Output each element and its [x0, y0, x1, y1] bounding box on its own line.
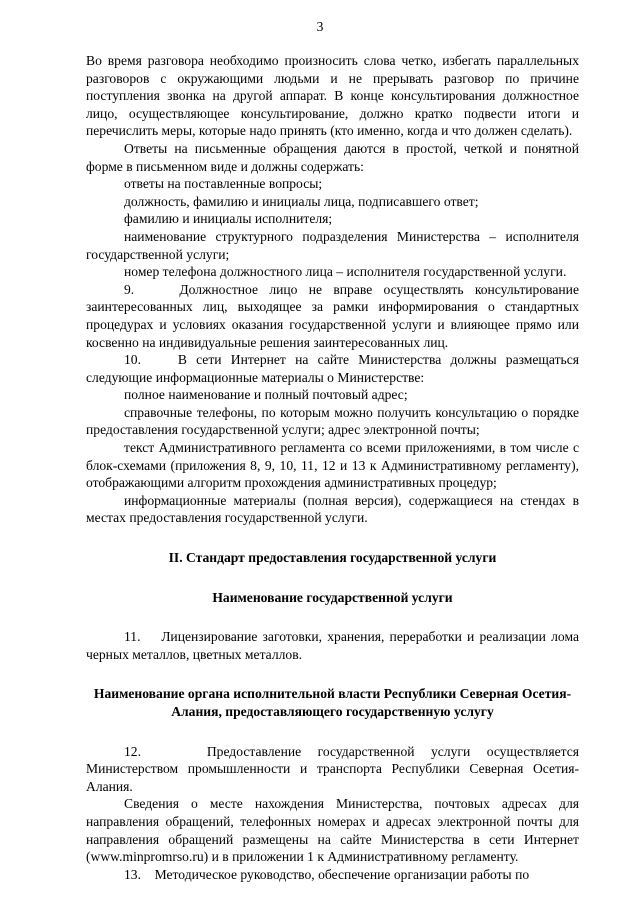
- section-heading: II. Стандарт предоставления государственной услуги: [168, 550, 497, 566]
- paragraph-contacts: Сведения о месте нахождения Министерства, почтовых адресах для направления обращений, телефонных номерах и адресах электронной почты для направления обращений размещены на сайте Министерства в сети Интернет (www.minpromrso.ru) и в приложении 1 к Административному регламенту.: [86, 796, 579, 865]
- subheading-service-name: Наименование государственной услуги: [212, 589, 453, 605]
- paragraph-13: 13. Методическое руководство, обеспечение организации работы по: [124, 866, 530, 882]
- list-item: справочные телефоны, по которым можно получить консультацию о порядке предоставления государственной услуги; адрес электронной почты;: [86, 404, 579, 438]
- page-number: 3: [316, 19, 324, 34]
- subheading-authority: Наименование органа исполнительной власти Республики Северная Осетия-Алания, предоставляющего государственную услугу: [93, 686, 572, 719]
- list-item: полное наименование и полный почтовый адрес;: [124, 387, 408, 403]
- paragraph-11: 11. Лицензирование заготовки, хранения, переработки и реализации лома черных металлов, цветных металлов.: [86, 629, 579, 662]
- list-item: наименование структурного подразделения Министерства – исполнителя государственной услуги;: [86, 228, 579, 262]
- paragraph-10: 10. В сети Интернет на сайте Министерства должны размещаться следующие информационные материалы о Министерстве:: [86, 352, 579, 385]
- paragraph-9: 9. Должностное лицо не вправе осуществлять консультирование заинтересованных лиц, выходящее за рамки информирования о стандартных процедурах и условиях оказания государственной услуги и влияющее прямо или косвенно на индивидуальные решения заинтересованных лиц.: [86, 281, 579, 350]
- list-item: информационные материалы (полная версия), содержащиеся на стендах в местах предоставления государственной услуги.: [86, 492, 579, 526]
- paragraph-12: 12. Предоставление государственной услуги осуществляется Министерством промышленности и транспорта Республики Северная Осетия-Алания.: [86, 743, 579, 794]
- paragraph-written-replies: Ответы на письменные обращения даются в простой, четкой и понятной форме в письменном виде и должны содержать:: [86, 140, 579, 174]
- paragraph-call-etiquette: Во время разговора необходимо произносить слова четко, избегать параллельных разговоров с окружающими людьми и не прерывать разговор по причине поступления звонка на другой аппарат. В конце консультирования должностное лицо, осуществляющее консультирование, должно кратко подвести итоги и перечислить меры, которые надо принять (кто именно, когда и что должен сделать).: [86, 53, 579, 139]
- list-item: текст Административного регламента со всеми приложениями, в том числе с блок-схемами (приложения 8, 9, 10, 11, 12 и 13 к Административному регламенту), отображающими алгоритм прохождения административных процедур;: [86, 440, 579, 491]
- list-item: номер телефона должностного лица – исполнителя государственной услуги.: [124, 264, 567, 280]
- list-item: фамилию и инициалы исполнителя;: [124, 211, 333, 227]
- list-item: должность, фамилию и инициалы лица, подписавшего ответ;: [124, 193, 479, 209]
- document-body: [86, 52, 579, 883]
- list-item: ответы на поставленные вопросы;: [124, 176, 323, 192]
